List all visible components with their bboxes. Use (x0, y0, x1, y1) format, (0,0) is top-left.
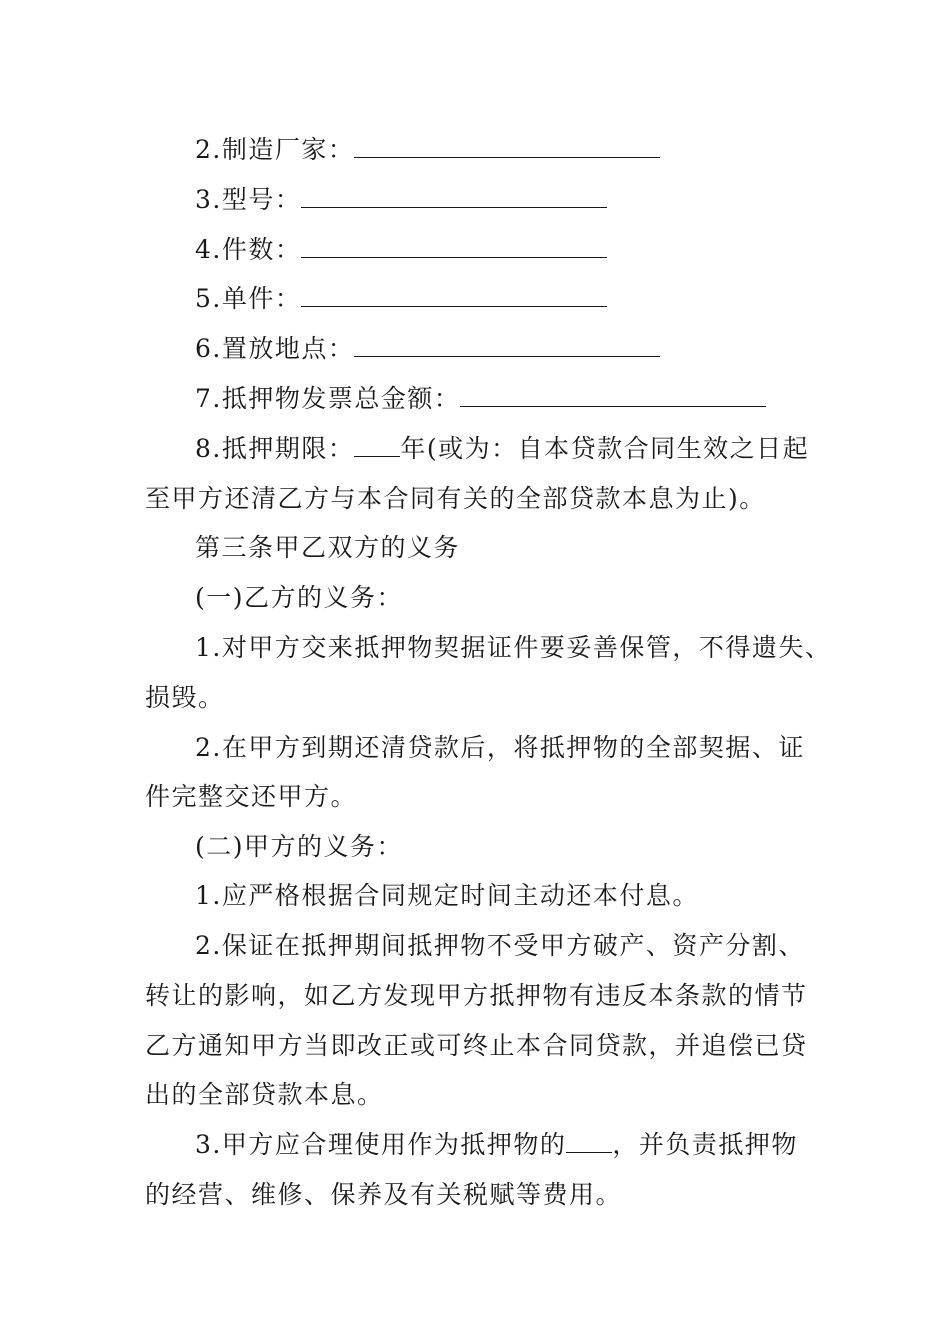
blank-line (354, 139, 660, 158)
subsection-heading: (一)乙方的义务： (195, 583, 404, 612)
field-model (195, 185, 607, 215)
paragraph-line: 件完整交还甲方。 (145, 782, 358, 811)
blank-line (354, 338, 660, 357)
subsection-heading: (二)甲方的义务： (195, 832, 404, 861)
blank-line (301, 239, 607, 258)
field-invoice-amount (195, 384, 766, 414)
paragraph-line: 1.应严格根据合同规定时间主动还本付息。 (195, 881, 699, 910)
paragraph-line: 1.对甲方交来抵押物契据证件要妥善保管，不得遗失、 (195, 633, 832, 662)
clause-text: 3.甲方应合理使用作为抵押物的 (195, 1130, 567, 1159)
paragraph-line: 出的全部贷款本息。 (145, 1080, 384, 1109)
field-manufacturer (195, 135, 660, 165)
blank-line (301, 189, 607, 208)
paragraph-line: 损毁。 (145, 683, 225, 712)
paragraph-line: 乙方通知甲方当即改正或可终止本合同贷款，并追偿已贷 (145, 1031, 808, 1060)
paragraph-line (195, 1130, 798, 1160)
blank-line (301, 288, 607, 307)
field-label: 6.置放地点： (195, 334, 355, 363)
field-label: 3.型号： (195, 185, 302, 214)
field-location (195, 334, 660, 364)
blank-line (354, 438, 400, 457)
blank-line (566, 1134, 612, 1153)
field-label: 5.单件： (195, 284, 302, 313)
field-label: 2.制造厂家： (195, 135, 355, 164)
section-heading: 第三条甲乙双方的义务 (195, 533, 461, 562)
field-label: 7.抵押物发票总金额： (195, 384, 461, 413)
term-text: 年(或为：自本贷款合同生效之日起 (400, 434, 810, 463)
blank-line (460, 388, 766, 407)
paragraph-line: 2.保证在抵押期间抵押物不受甲方破产、资产分割、 (195, 931, 805, 960)
paragraph-line: 的经营、维修、保养及有关税赋等费用。 (145, 1180, 623, 1209)
field-label: 8.抵押期限： (195, 434, 355, 463)
paragraph-line: 至甲方还清乙方与本合同有关的全部贷款本息为止)。 (145, 484, 766, 513)
field-quantity (195, 235, 607, 265)
paragraph-line: 2.在甲方到期还清贷款后，将抵押物的全部契据、证 (195, 733, 805, 762)
field-unit (195, 284, 607, 314)
field-mortgage-term (195, 434, 809, 464)
field-label: 4.件数： (195, 235, 302, 264)
paragraph-line: 转让的影响，如乙方发现甲方抵押物有违反本条款的情节 (145, 981, 808, 1010)
clause-text: ，并负责抵押物 (612, 1130, 798, 1159)
